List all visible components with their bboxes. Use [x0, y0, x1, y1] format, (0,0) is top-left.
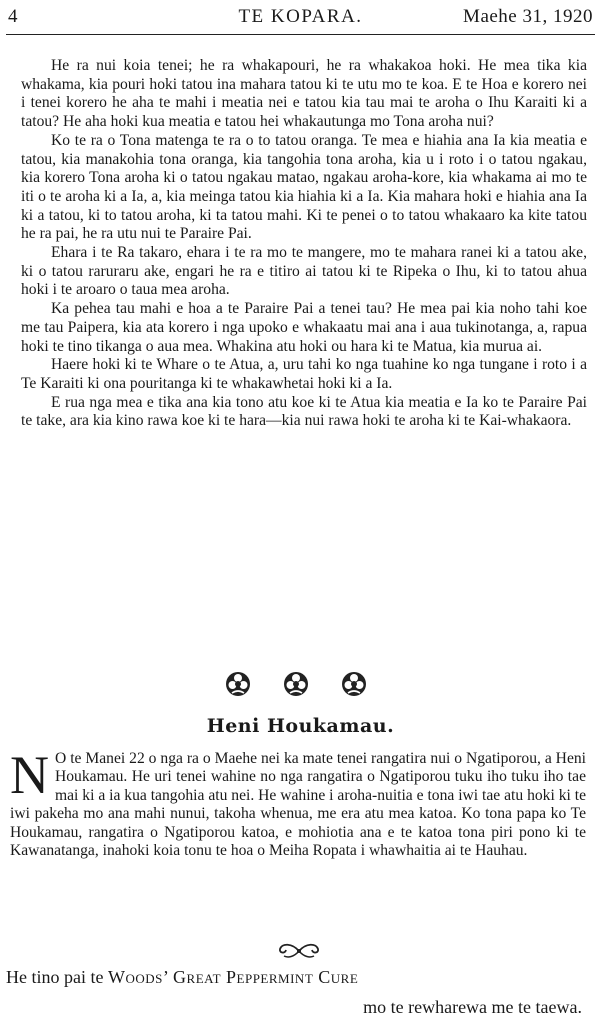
publication-title: TE KOPARA. — [238, 6, 363, 27]
flower-ornament-icon — [224, 670, 252, 698]
running-header — [6, 6, 595, 35]
flower-ornament-icon — [282, 670, 310, 698]
paragraph: Haere hoki ki te Whare o te Atua, a, uru tahi ko nga tuahine ko nga tungane i roto i a Te Karaiti ki ona pouritanga ki te whakawhetai hoki ki a Ia. — [21, 356, 587, 392]
obituary-article — [10, 745, 586, 860]
paragraph: Ehara i te Ra takaro, ehara i te ra mo te mangere, mo te mahara ranei ki a tatou ake, ki o tatou raruraru ake, engari he ra e titiro ai tatou ki te Ripeka o Ihu, ki to tatou ahua hoki i te aroaro o taua mea aroha. — [21, 244, 587, 299]
advert-line-2: mo te rewharewa me te taewa. — [363, 997, 582, 1017]
obituary-heading: Heni Houkamau. — [206, 715, 395, 737]
editorial-article — [21, 57, 587, 431]
advert-line-1 — [6, 962, 586, 992]
obituary-text: O te Manei 22 o nga ra o Maehe nei ka mate tenei rangatira nui o Ngatiporou, a Heni Houkamau. He uri tenei wahine no nga rangatira o Ngatiporou tuku iho tuku iho tae mai ki a ia kua tangohia atu nei. He wahine i aroha-nuitia e tona iwi tae atu hoki ki te iwi pakeha mo ana mahi nunui, takoha whenua, me era atu mea katoa. Ko tona papa ko Te Houkamau, rangatira o Ngatiporou katoa, e mohiotia ana e te katoa tona piri pono ki te Kawanatanga, inahoki koia tonu te hoa o Meiha Ropata i whawhaitia ai te Hauhau. — [10, 750, 586, 860]
paragraph: Ko te ra o Tona matenga te ra o to tatou oranga. Te mea e hiahia ana Ia kia meatia e tatou, kia manakohia tona oranga, kia tangohia tona aroha, kia u i roto i o tatou ngakau, kia korero Tona aroha ki o tatou ngakau matao, ngakau aroha-kore, kia whakama ai mo te iti o te aroha ki a Ia, a, kia meinga tatou kia hiahia ki a Ia. Kia mahara hoki e hiahia ana Ia ki a tatou, ki to tatou aroha, ki ta tatou mahi. Ki te penei o to tatou whakaaro ka kite tatou he ra pai, he ra utu nui te Paraire Pai. — [21, 131, 587, 243]
drop-cap: N — [10, 745, 49, 805]
ornament-row — [222, 670, 382, 700]
issue-date: Maehe 31, 1920 — [463, 6, 593, 27]
advert-lead: He tino pai te — [6, 967, 108, 987]
product-name: Woods’ Great Peppermint Cure — [107, 967, 359, 987]
page-number: 4 — [8, 6, 18, 27]
obituary-paragraph — [10, 745, 586, 860]
paragraph: Ka pehea tau mahi e hoa a te Paraire Pai a tenei tau? He mea pai kia noho tahi koe me tau Paipera, kia ata korero i nga upoko e whakaatu mai ana i aua tukinotanga, a, rapua hoki te tino tikanga o aua mea. Whakina atu hoki ou hara ki te Matua, kia murua ai. — [21, 300, 587, 355]
paragraph: E rua nga mea e tika ana kia tono atu koe ki te Atua kia meatia e Ia ko te Paraire Pai te take, ara kia kino rawa koe ki te hara—kia nui rawa hoki te aroha ki te Kai-whakaora. — [21, 393, 587, 430]
advertisement — [6, 962, 586, 1022]
paragraph: He ra nui koia tenei; he ra whakapouri, he ra whakakoa hoki. He mea tika kia whakama, kia pouri hoki tatou ina mahara tatou ki te utu mo te koa. E te Hoa e korero nei i tenei korero he aha te mahi i meatia nei e tatou kia tau mai te aroha o Ihu Karaiti ki a tatou? He aha hoki kua meatia e tatou hei whakautunga mo Tona aroha nui? — [21, 57, 587, 131]
flower-ornament-icon — [340, 670, 368, 698]
scroll-divider-icon — [276, 941, 322, 961]
